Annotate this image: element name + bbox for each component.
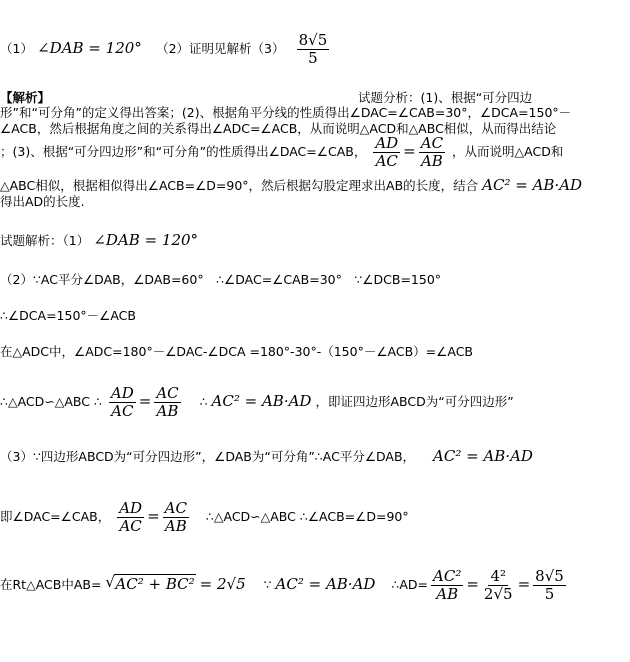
solution-head: 试题解析：（1）: [0, 233, 90, 248]
sqrt-radicand: AC² + BC²: [115, 575, 195, 593]
fraction-denominator: 5: [308, 49, 318, 67]
fraction-numerator: AD: [375, 134, 399, 152]
fraction-numerator: AD: [119, 499, 143, 517]
solution-s8-ad-label: ∴AD=: [391, 577, 429, 592]
solution-s5-therefore: ∴: [199, 394, 208, 409]
solution-line-1: [0, 232, 198, 250]
fraction-numerator: AC²: [433, 567, 462, 585]
solution-s7-tail: ∴△ACD∽△ABC ∴∠ACB=∠D=90°: [205, 509, 409, 524]
fraction-numerator: 4²: [490, 567, 507, 585]
fraction-denominator: AC: [119, 517, 142, 535]
analysis-line-5: [0, 177, 582, 194]
solution-s5-equation: AC² = AB·AD: [211, 392, 312, 410]
solution-s5-text: ∴△ACD∽△ABC ∴: [0, 394, 102, 409]
solution-s5-fraction-1: [109, 385, 136, 420]
answer-part1-expr: ∠DAB = 120°: [37, 39, 142, 57]
fraction-denominator: AB: [164, 517, 187, 535]
fraction-numerator: AC: [156, 384, 179, 402]
solution-head-expr: ∠DAB = 120°: [93, 231, 199, 249]
solution-s7-fraction-2: [163, 500, 189, 535]
solution-s8-equation: AC² = AB·AD: [275, 575, 376, 593]
analysis-intro: 试题分析：(1)、根据“可分四边: [357, 90, 533, 105]
analysis-fraction-ad-ac: [373, 135, 400, 170]
solution-s6-equation: AC² = AB·AD: [433, 447, 533, 465]
solution-s8-result: = 2√5: [199, 575, 246, 593]
fraction-denominator: AB: [156, 402, 179, 420]
solution-s5-fraction-2: [154, 385, 180, 420]
analysis-l5-text: △ABC相似，根据相似得出∠ACB=∠D=90°，然后根据勾股定理求出AB的长度，结合: [0, 178, 479, 193]
solution-s8-because: ∵: [263, 577, 272, 592]
solution-s8-fraction-3: [533, 568, 566, 603]
solution-line-8: 在Rt△ACB中AB= √ AC² + BC² = 2√5 ∵ AC² = AB·AD ∴AD= $\frac{\text{AC²}}{AB}$ = $\frac{\text{4²}}{2√5}$ = $\frac{8√5}{5}$: [0, 567, 564, 603]
analysis-line-6: 得出AD的长度.: [0, 194, 85, 209]
analysis-fraction-ac-ab: [419, 135, 445, 170]
solution-line-7: 即∠DAC=∠CAB， $\frac{AD}{AC}$ = $\frac{AC}{AB}$ ∴△ACD∽△ABC ∴∠ACB=∠D=90°: [0, 499, 409, 535]
solution-line-4: 在△ADC中，∠ADC=180°－∠DAC-∠DCA =180°-30°-（150°－∠ACB）=∠ACB: [0, 344, 473, 359]
analysis-tag: 【解析】: [0, 90, 51, 105]
solution-s7-text: 即∠DAC=∠CAB，: [0, 509, 111, 524]
fraction-denominator: AC: [111, 402, 134, 420]
solution-line-6: [0, 448, 533, 465]
solution-s8-fraction-1: [431, 568, 463, 603]
fraction-denominator: AC: [375, 152, 398, 170]
analysis-line-2: 形”和“可分角”的定义得出答案；(2)、根据角平分线的性质得出∠DAC=∠CAB=30°，∠DCA=150°－: [0, 105, 572, 120]
solution-line-2: （2）∵AC平分∠DAB，∠DAB=60° ∴∠DAC=∠CAB=30° ∵∠DCB=150°: [0, 272, 442, 287]
fraction-denominator: AB: [420, 152, 443, 170]
answer-part2-text: （2）证明见解析（3）: [156, 41, 285, 56]
analysis-l4-tail: ，从而说明△ACD和: [452, 144, 564, 159]
solution-s8-fraction-2: [482, 568, 515, 603]
analysis-line-3: ∠ACB，然后根据角度之间的关系得出∠ADC=∠ACB，从而说明△ACD和△ABC相似，从而得出结论: [0, 121, 557, 136]
fraction-denominator: 2√5: [483, 585, 513, 603]
analysis-l5-equation: AC² = AB·AD: [482, 176, 583, 194]
solution-s7-fraction-1: [117, 500, 144, 535]
solution-s5-tail: ，即证四边形ABCD为“可分四边形”: [315, 394, 514, 409]
fraction-denominator: AB: [436, 585, 459, 603]
fraction-numerator: 8√5: [298, 31, 328, 49]
fraction-denominator: 5: [544, 585, 555, 603]
solution-s6-text: （3）∵四边形ABCD为“可分四边形”，∠DAB为“可分角”∴AC平分∠DAB，: [0, 449, 416, 464]
solution-s8-text: 在Rt△ACB中AB=: [0, 577, 102, 592]
answer-line: [0, 32, 332, 67]
analysis-line-1: [0, 90, 532, 106]
analysis-line-4: ；(3)、根据“可分四边形”和“可分角”的性质得出∠DAC=∠CAB， $\frac{AD}{AC}$ = $\frac{AC}{AB}$ ，从而说明△ACD和: [0, 134, 564, 170]
fraction-numerator: AD: [110, 384, 134, 402]
fraction-numerator: 8√5: [535, 567, 564, 585]
answer-part1-label: （1）: [0, 41, 33, 56]
analysis-l4-text: ；(3)、根据“可分四边形”和“可分角”的性质得出∠DAC=∠CAB，: [0, 144, 367, 159]
solution-line-3: ∴∠DCA=150°－∠ACB: [0, 308, 136, 323]
answer-part3-fraction: [297, 32, 330, 67]
fraction-numerator: AC: [164, 499, 187, 517]
fraction-numerator: AC: [420, 134, 444, 152]
solution-line-5: ∴△ACD∽△ABC ∴ $\frac{AD}{AC}$ = $\frac{AC}{AB}$ ∴ AC² = AB·AD ，即证四边形ABCD为“可分四边形”: [0, 384, 514, 420]
solution-s8-sqrt: √ AC² + BC²: [105, 573, 195, 593]
